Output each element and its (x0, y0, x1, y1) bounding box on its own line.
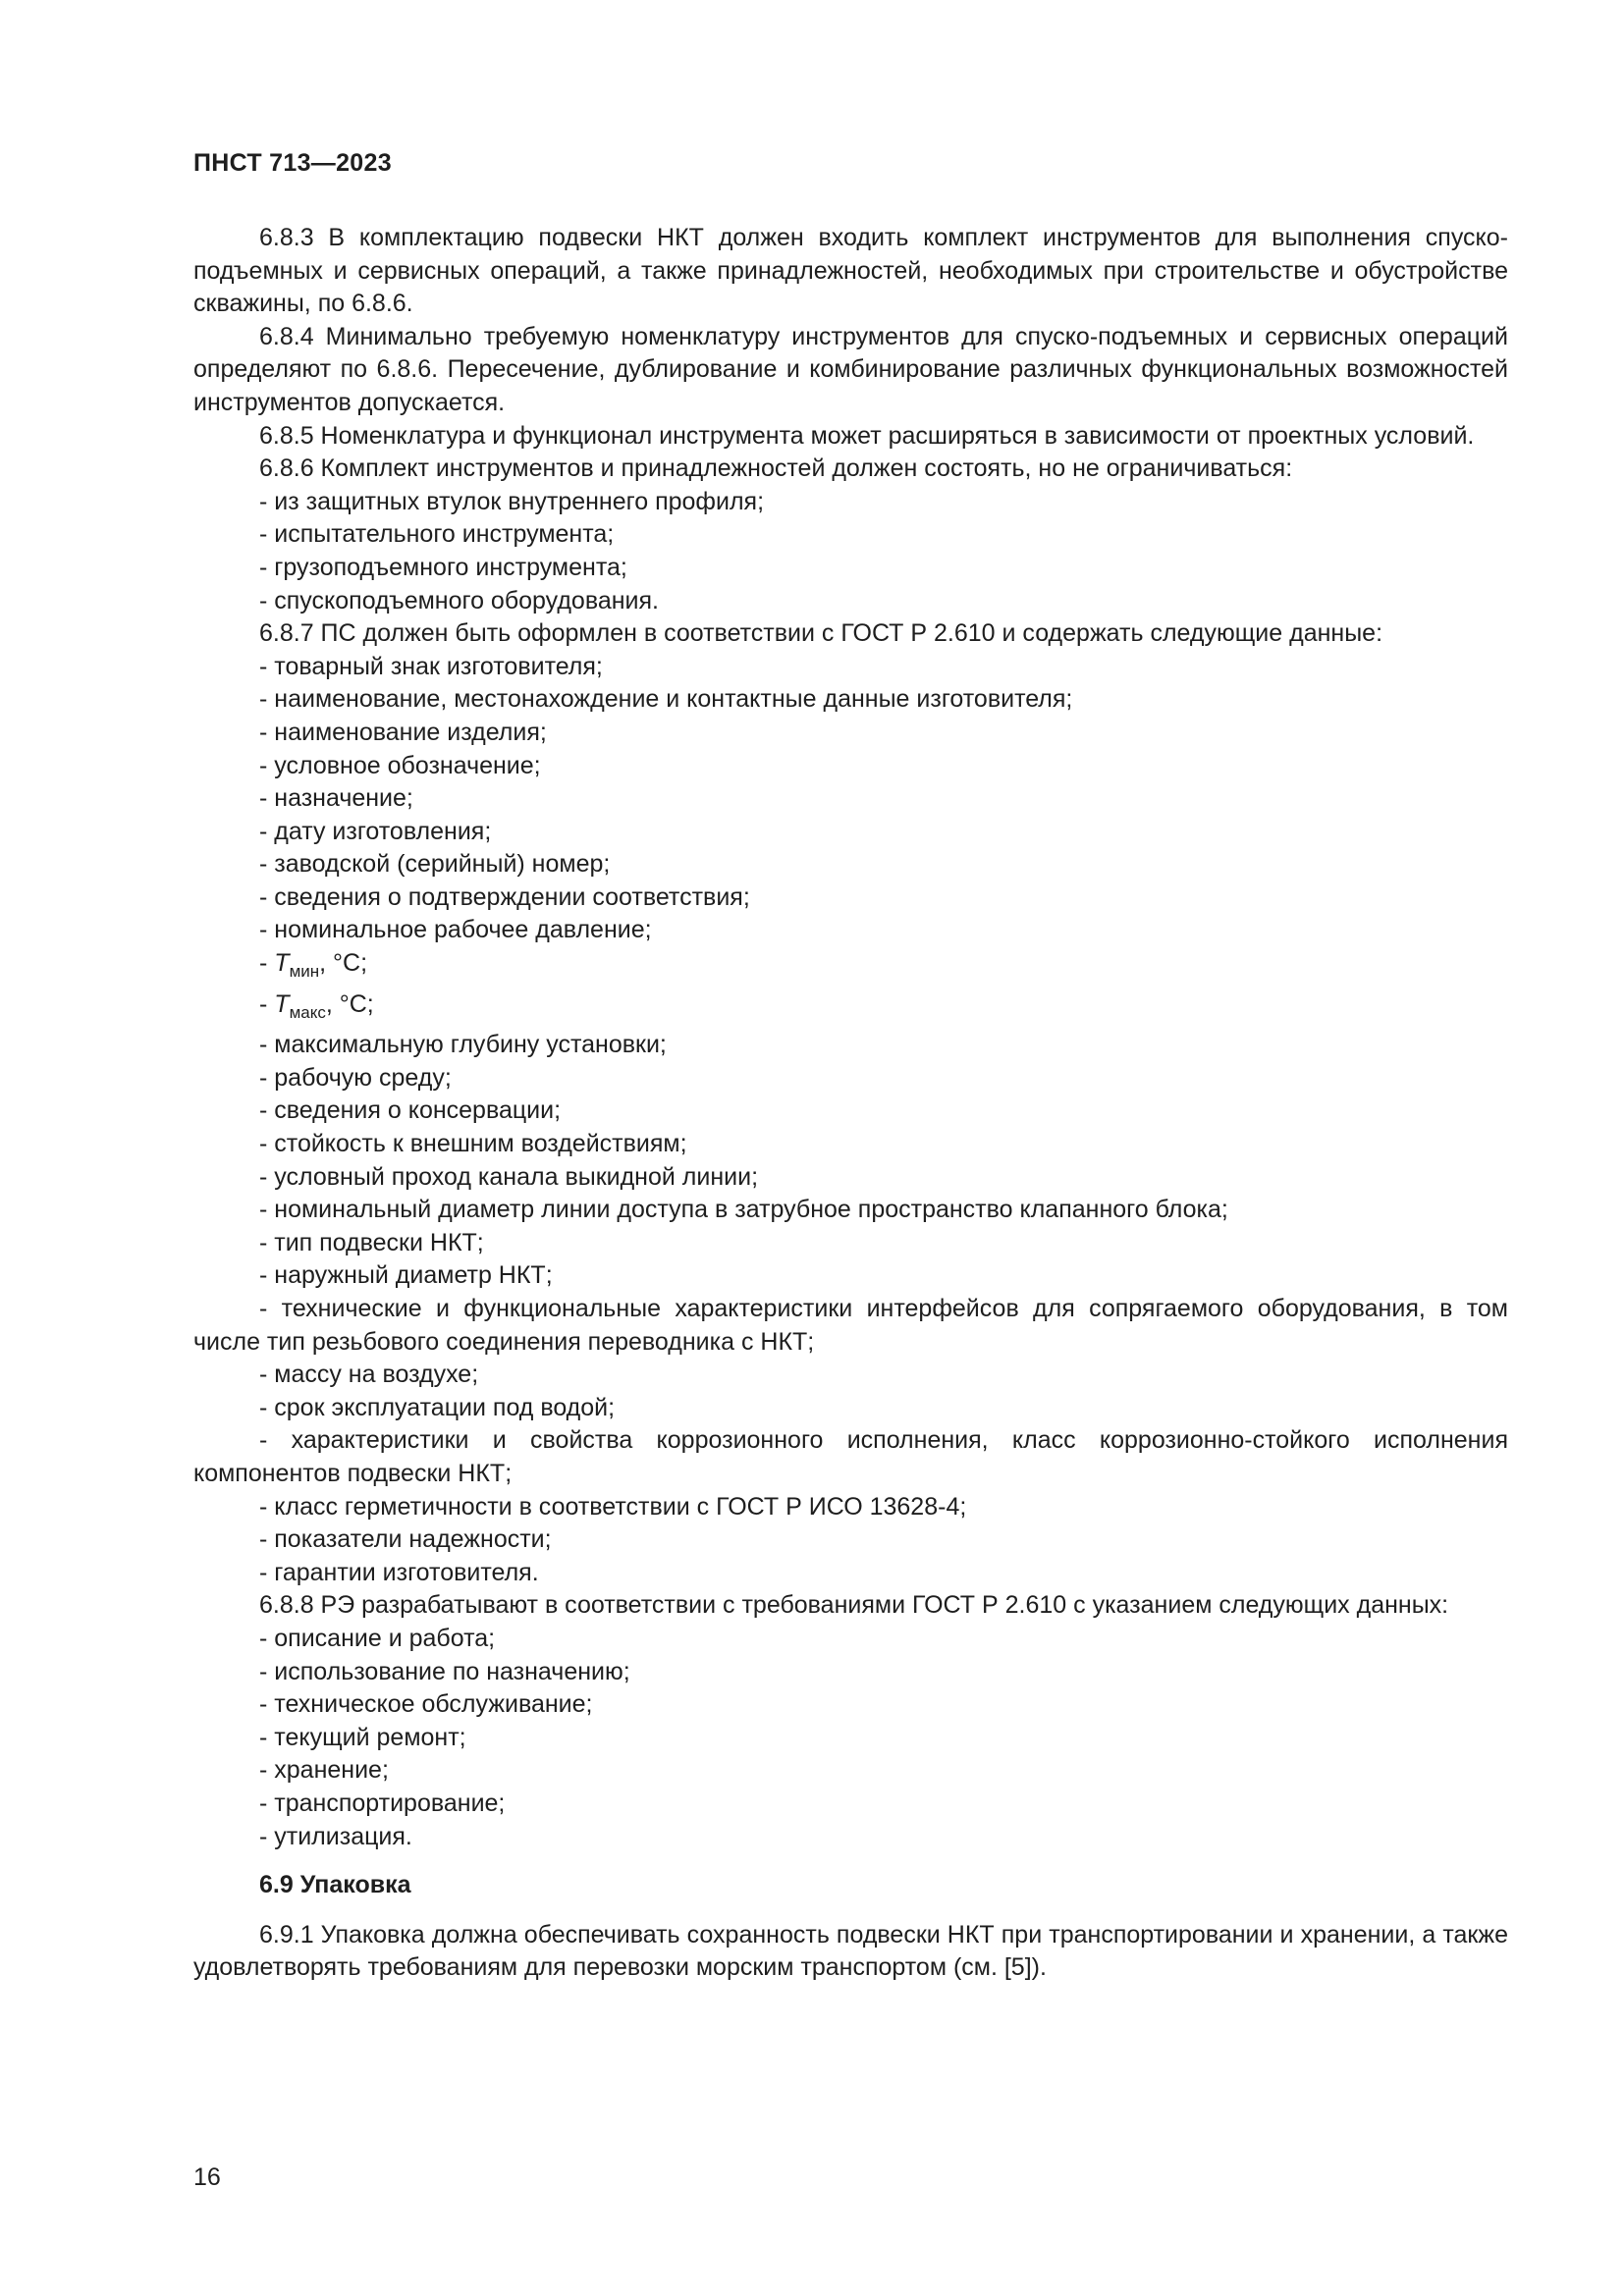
paragraph-6-8-6: 6.8.6 Комплект инструментов и принадлежностей должен состоять, но не ограничиваться: (259, 454, 1293, 483)
temperature-subscript-max: макс (289, 1002, 326, 1022)
list-6-8-8 (193, 1623, 1508, 1853)
list-item: - дату изготовления; (259, 817, 492, 845)
temperature-symbol: T (274, 949, 290, 978)
list-item: - класс герметичности в соответствии с ГОСТ Р ИСО 13628-4; (259, 1492, 967, 1521)
temperature-symbol: T (274, 989, 290, 1018)
list-item: - грузоподъемного инструмента; (259, 553, 627, 581)
document-header: ПНСТ 713—2023 (193, 149, 392, 177)
temperature-unit: , °С; (319, 949, 368, 978)
list-dash: - (259, 989, 275, 1018)
list-item: - хранение; (259, 1756, 389, 1785)
paragraph-6-8-4: 6.8.4 Минимально требуемую номенклатуру инструментов для спуско-подъемных и сервисных операций определяют по 6.8.6. Пересечение, дублирование и комбинирование различных функциональных возможностей инструментов допускается. (193, 322, 1508, 416)
list-item: - массу на воздухе; (259, 1361, 479, 1389)
list-item: - рабочую среду; (259, 1063, 452, 1092)
list-6-8-7 (193, 651, 1508, 1590)
list-item: - сведения о консервации; (259, 1096, 562, 1125)
list-item: - назначение; (259, 784, 413, 813)
list-item: - наружный диаметр НКТ; (259, 1261, 553, 1290)
list-item: - использование по назначению; (259, 1657, 630, 1685)
list-item: - номинальное рабочее давление; (259, 916, 652, 944)
list-item: - утилизация. (259, 1822, 412, 1850)
list-item: - срок эксплуатации под водой; (259, 1393, 616, 1421)
list-item: - испытательного инструмента; (259, 520, 615, 549)
list-item: - техническое обслуживание; (259, 1690, 593, 1719)
list-item: - условное обозначение; (259, 751, 541, 779)
paragraph-6-8-5: 6.8.5 Номенклатура и функционал инструмента может расширяться в зависимости от проектных условий. (259, 421, 1475, 450)
document-body (193, 222, 1508, 1985)
list-item-tmin (193, 947, 1508, 988)
paragraph-6-9-1: 6.9.1 Упаковка должна обеспечивать сохранность подвески НКТ при транспортировании и хранении, а также удовлетворять требованиям для перевозки морским транспортом (см. [5]). (193, 1920, 1508, 1982)
list-item: - сведения о подтверждении соответствия; (259, 882, 750, 911)
list-item: - показатели надежности; (259, 1525, 552, 1554)
temperature-unit: , °С; (325, 989, 374, 1018)
list-item: - транспортирование; (259, 1789, 506, 1817)
list-item: - товарный знак изготовителя; (259, 652, 603, 680)
list-item: - тип подвески НКТ; (259, 1228, 484, 1256)
paragraph-6-8-8: 6.8.8 РЭ разрабатывают в соответствии с требованиями ГОСТ Р 2.610 с указанием следующих данных: (259, 1591, 1449, 1620)
paragraph-6-8-3: 6.8.3 В комплектацию подвески НКТ должен входить комплект инструментов для выполнения спуско-подъемных и сервисных операций, а также принадлежностей, необходимых при строительстве и обустройстве скважины, по 6.8.6. (193, 224, 1508, 318)
list-item: - текущий ремонт; (259, 1723, 466, 1751)
list-item: - номинальный диаметр линии доступа в затрубное пространство клапанного блока; (259, 1196, 1228, 1224)
list-item: - максимальную глубину установки; (259, 1031, 667, 1059)
page-number: 16 (193, 2163, 221, 2191)
list-6-8-6 (193, 486, 1508, 617)
list-item-tmax (193, 988, 1508, 1030)
list-item: - из защитных втулок внутреннего профиля; (259, 487, 765, 515)
list-item: - наименование, местонахождение и контактные данные изготовителя; (259, 685, 1073, 714)
list-item: - описание и работа; (259, 1624, 496, 1652)
temperature-subscript-min: мин (289, 962, 320, 982)
list-item-interfaces: - технические и функциональные характеристики интерфейсов для сопрягаемого оборудования, в том числе тип резьбового соединения переводника с НКТ; (193, 1295, 1508, 1356)
paragraph-6-8-7: 6.8.7 ПС должен быть оформлен в соответствии с ГОСТ Р 2.610 и содержать следующие данные: (259, 619, 1383, 648)
list-item: - гарантии изготовителя. (259, 1558, 539, 1586)
list-dash: - (259, 949, 275, 978)
list-item: - наименование изделия; (259, 718, 547, 746)
section-title-6-9: 6.9 Упаковка (259, 1871, 411, 1899)
list-item: - заводской (серийный) номер; (259, 850, 611, 879)
list-item: - условный проход канала выкидной линии; (259, 1162, 759, 1191)
list-item: - спускоподъемного оборудования. (259, 586, 659, 614)
list-item-corrosion: - характеристики и свойства коррозионного исполнения, класс коррозионно-стойкого исполнения компонентов подвески НКТ; (193, 1426, 1508, 1487)
list-item: - стойкость к внешним воздействиям; (259, 1130, 687, 1158)
